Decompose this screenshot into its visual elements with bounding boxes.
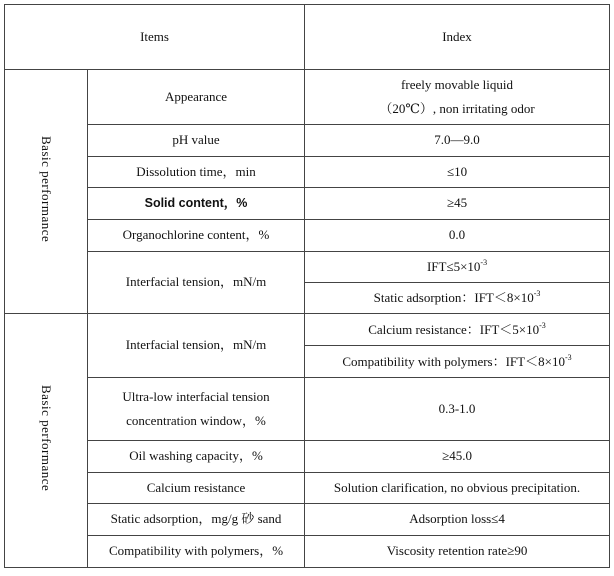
index-cell: Solution clarification, no obvious precipitation.	[305, 473, 610, 504]
table-row	[5, 157, 610, 188]
index-cell	[305, 314, 610, 346]
table-row	[5, 314, 610, 346]
group-label-1	[5, 70, 88, 314]
index-cell: Viscosity retention rate≥90	[305, 536, 610, 568]
item-cell: Dissolution time，min	[88, 157, 305, 188]
performance-spec-table	[4, 4, 610, 568]
item-line: concentration window，%	[126, 413, 266, 428]
index-cell: 0.3-1.0	[305, 378, 610, 441]
index-text: Static adsorption：IFT＜8×10	[373, 290, 534, 306]
index-cell	[305, 252, 610, 283]
item-cell: Interfacial tension，mN/m	[88, 252, 305, 314]
index-cell	[305, 70, 610, 125]
table-row	[5, 504, 610, 536]
index-cell: 0.0	[305, 220, 610, 252]
item-cell: Calcium resistance	[88, 473, 305, 504]
index-cell: ≤10	[305, 157, 610, 188]
exponent: -3	[533, 289, 541, 299]
header-index: Index	[305, 5, 610, 70]
index-cell	[305, 346, 610, 378]
exponent: -3	[564, 352, 572, 362]
index-line: （20℃）, non irritating odor	[379, 101, 535, 116]
table-row	[5, 188, 610, 220]
index-cell: 7.0—9.0	[305, 125, 610, 157]
item-cell: Solid content，%	[88, 188, 305, 220]
item-cell: Compatibility with polymers，%	[88, 536, 305, 568]
index-text: Compatibility with polymers：IFT＜8×10	[342, 353, 565, 369]
group-label-2	[5, 314, 88, 568]
header-items: Items	[5, 5, 305, 70]
index-line: freely movable liquid	[401, 76, 513, 92]
group-label-text: Basic performance	[39, 136, 55, 243]
exponent: -3	[480, 258, 488, 268]
table-row	[5, 125, 610, 157]
table-row	[5, 536, 610, 568]
item-line: Ultra-low interfacial tension	[122, 388, 270, 404]
item-cell: Appearance	[88, 70, 305, 125]
item-cell	[88, 378, 305, 441]
index-cell: ≥45	[305, 188, 610, 220]
exponent: -3	[539, 320, 546, 330]
item-cell: Oil washing capacity，%	[88, 441, 305, 473]
item-cell: pH value	[88, 125, 305, 157]
group-label-text: Basic performance	[39, 385, 55, 492]
index-cell	[305, 283, 610, 314]
index-text: Calcium resistance：IFT＜5×10	[368, 321, 540, 337]
table-row	[5, 252, 610, 283]
index-cell: Adsorption loss≤4	[305, 504, 610, 536]
index-text: IFT≤5×10	[426, 259, 481, 275]
table-row	[5, 70, 610, 125]
table-row	[5, 441, 610, 473]
table-row	[5, 473, 610, 504]
index-cell: ≥45.0	[305, 441, 610, 473]
table-row	[5, 220, 610, 252]
table-row	[5, 378, 610, 441]
item-cell: Organochlorine content，%	[88, 220, 305, 252]
item-cell: Static adsorption，mg/g 砂 sand	[88, 504, 305, 536]
item-cell: Interfacial tension，mN/m	[88, 314, 305, 378]
header-row	[5, 5, 610, 70]
